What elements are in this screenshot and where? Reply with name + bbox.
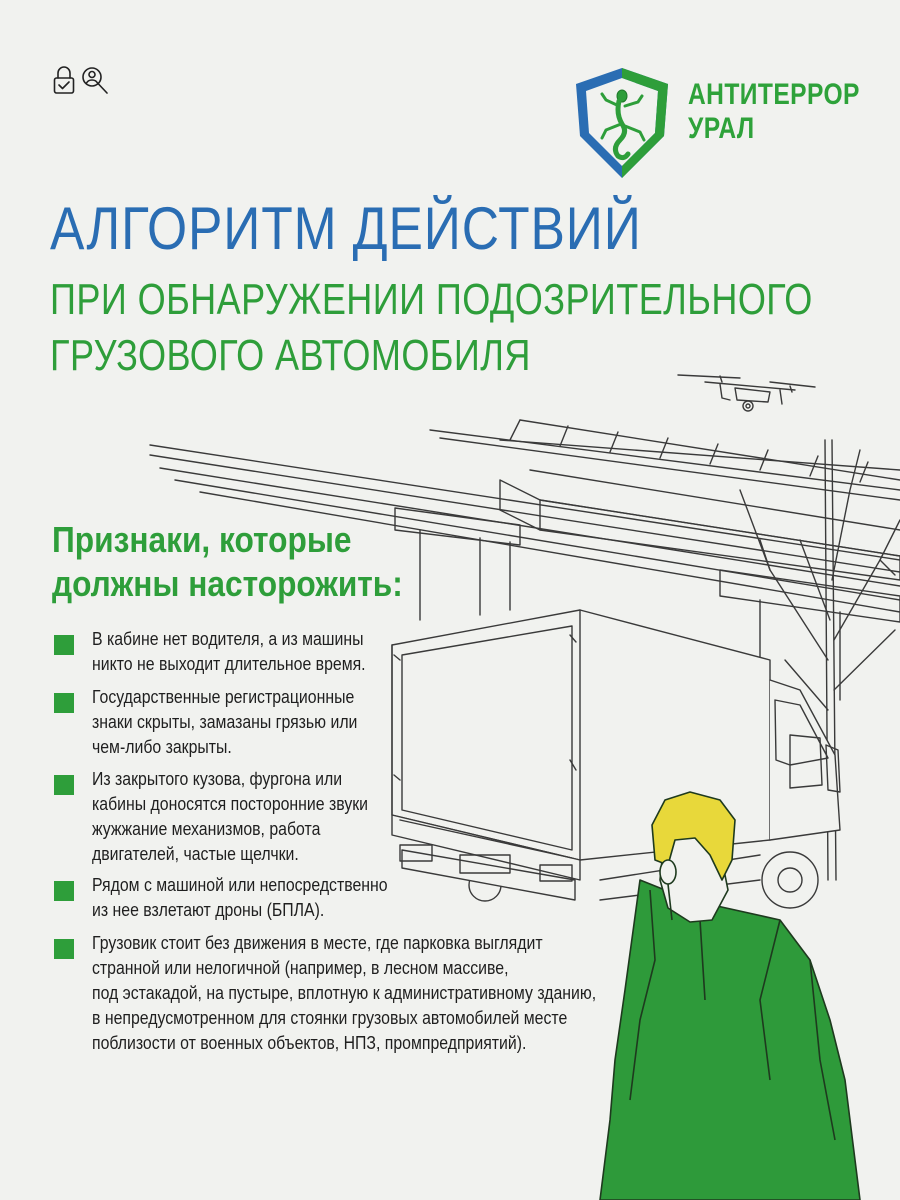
list-item-text: Рядом с машиной или непосредственно — [92, 875, 388, 895]
list-item-text: поблизости от военных объектов, НПЗ, промпредприятий). — [92, 1033, 527, 1053]
list-item-text: знаки скрыты, замазаны грязью или — [92, 712, 358, 732]
brand-name-line1: АНТИТЕРРОР — [688, 78, 860, 111]
green-square-bullet-icon — [54, 775, 74, 795]
green-square-bullet-icon — [54, 881, 74, 901]
list-item-text: В кабине нет водителя, а из машины — [92, 629, 364, 649]
list-item-text: Грузовик стоит без движения в месте, где парковка выглядит — [92, 933, 543, 953]
list-item-text: Из закрытого кузова, фургона или — [92, 769, 343, 789]
list-item-text: Государственные регистрационные — [92, 687, 355, 707]
page-subtitle — [50, 272, 813, 384]
brand-name — [688, 78, 885, 146]
list-item-text: под эстакадой, на пустыре, вплотную к административному зданию, — [92, 983, 597, 1003]
list-item-text: жужжание механизмов, работа — [92, 819, 321, 839]
green-square-bullet-icon — [54, 635, 74, 655]
page-subtitle-line1: ПРИ ОБНАРУЖЕНИИ ПОДОЗРИТЕЛЬНОГО — [50, 275, 813, 324]
lock-check-icon — [52, 64, 76, 96]
page-title: АЛГОРИТМ ДЕЙСТВИЙ — [50, 195, 642, 262]
list-item-text: двигателей, частые щелчки. — [92, 844, 299, 864]
signs-heading — [52, 518, 403, 606]
signs-heading-line2: должны насторожить: — [52, 563, 403, 604]
list-item-text: в непредусмотренном для стоянки грузовых автомобилей месте — [92, 1008, 568, 1028]
green-square-bullet-icon — [54, 939, 74, 959]
green-square-bullet-icon — [54, 693, 74, 713]
brand-name-line2: УРАЛ — [688, 112, 755, 145]
user-search-icon — [80, 64, 110, 96]
top-icons — [52, 64, 110, 96]
brand-logo — [572, 66, 872, 180]
page-subtitle-line2: ГРУЗОВОГО АВТОМОБИЛЯ — [50, 331, 531, 380]
signs-heading-line1: Признаки, которые — [52, 519, 352, 560]
list-item-text: странной или нелогичной (например, в лесном массиве, — [92, 958, 509, 978]
list-item-text: из нее взлетают дроны (БПЛА). — [92, 900, 325, 920]
list-item-text: чем-либо закрыты. — [92, 737, 232, 757]
list-item-text: никто не выходит длительное время. — [92, 654, 366, 674]
lizard-shield-icon — [572, 66, 672, 180]
list-item-text: кабины доносятся посторонние звуки — [92, 794, 369, 814]
